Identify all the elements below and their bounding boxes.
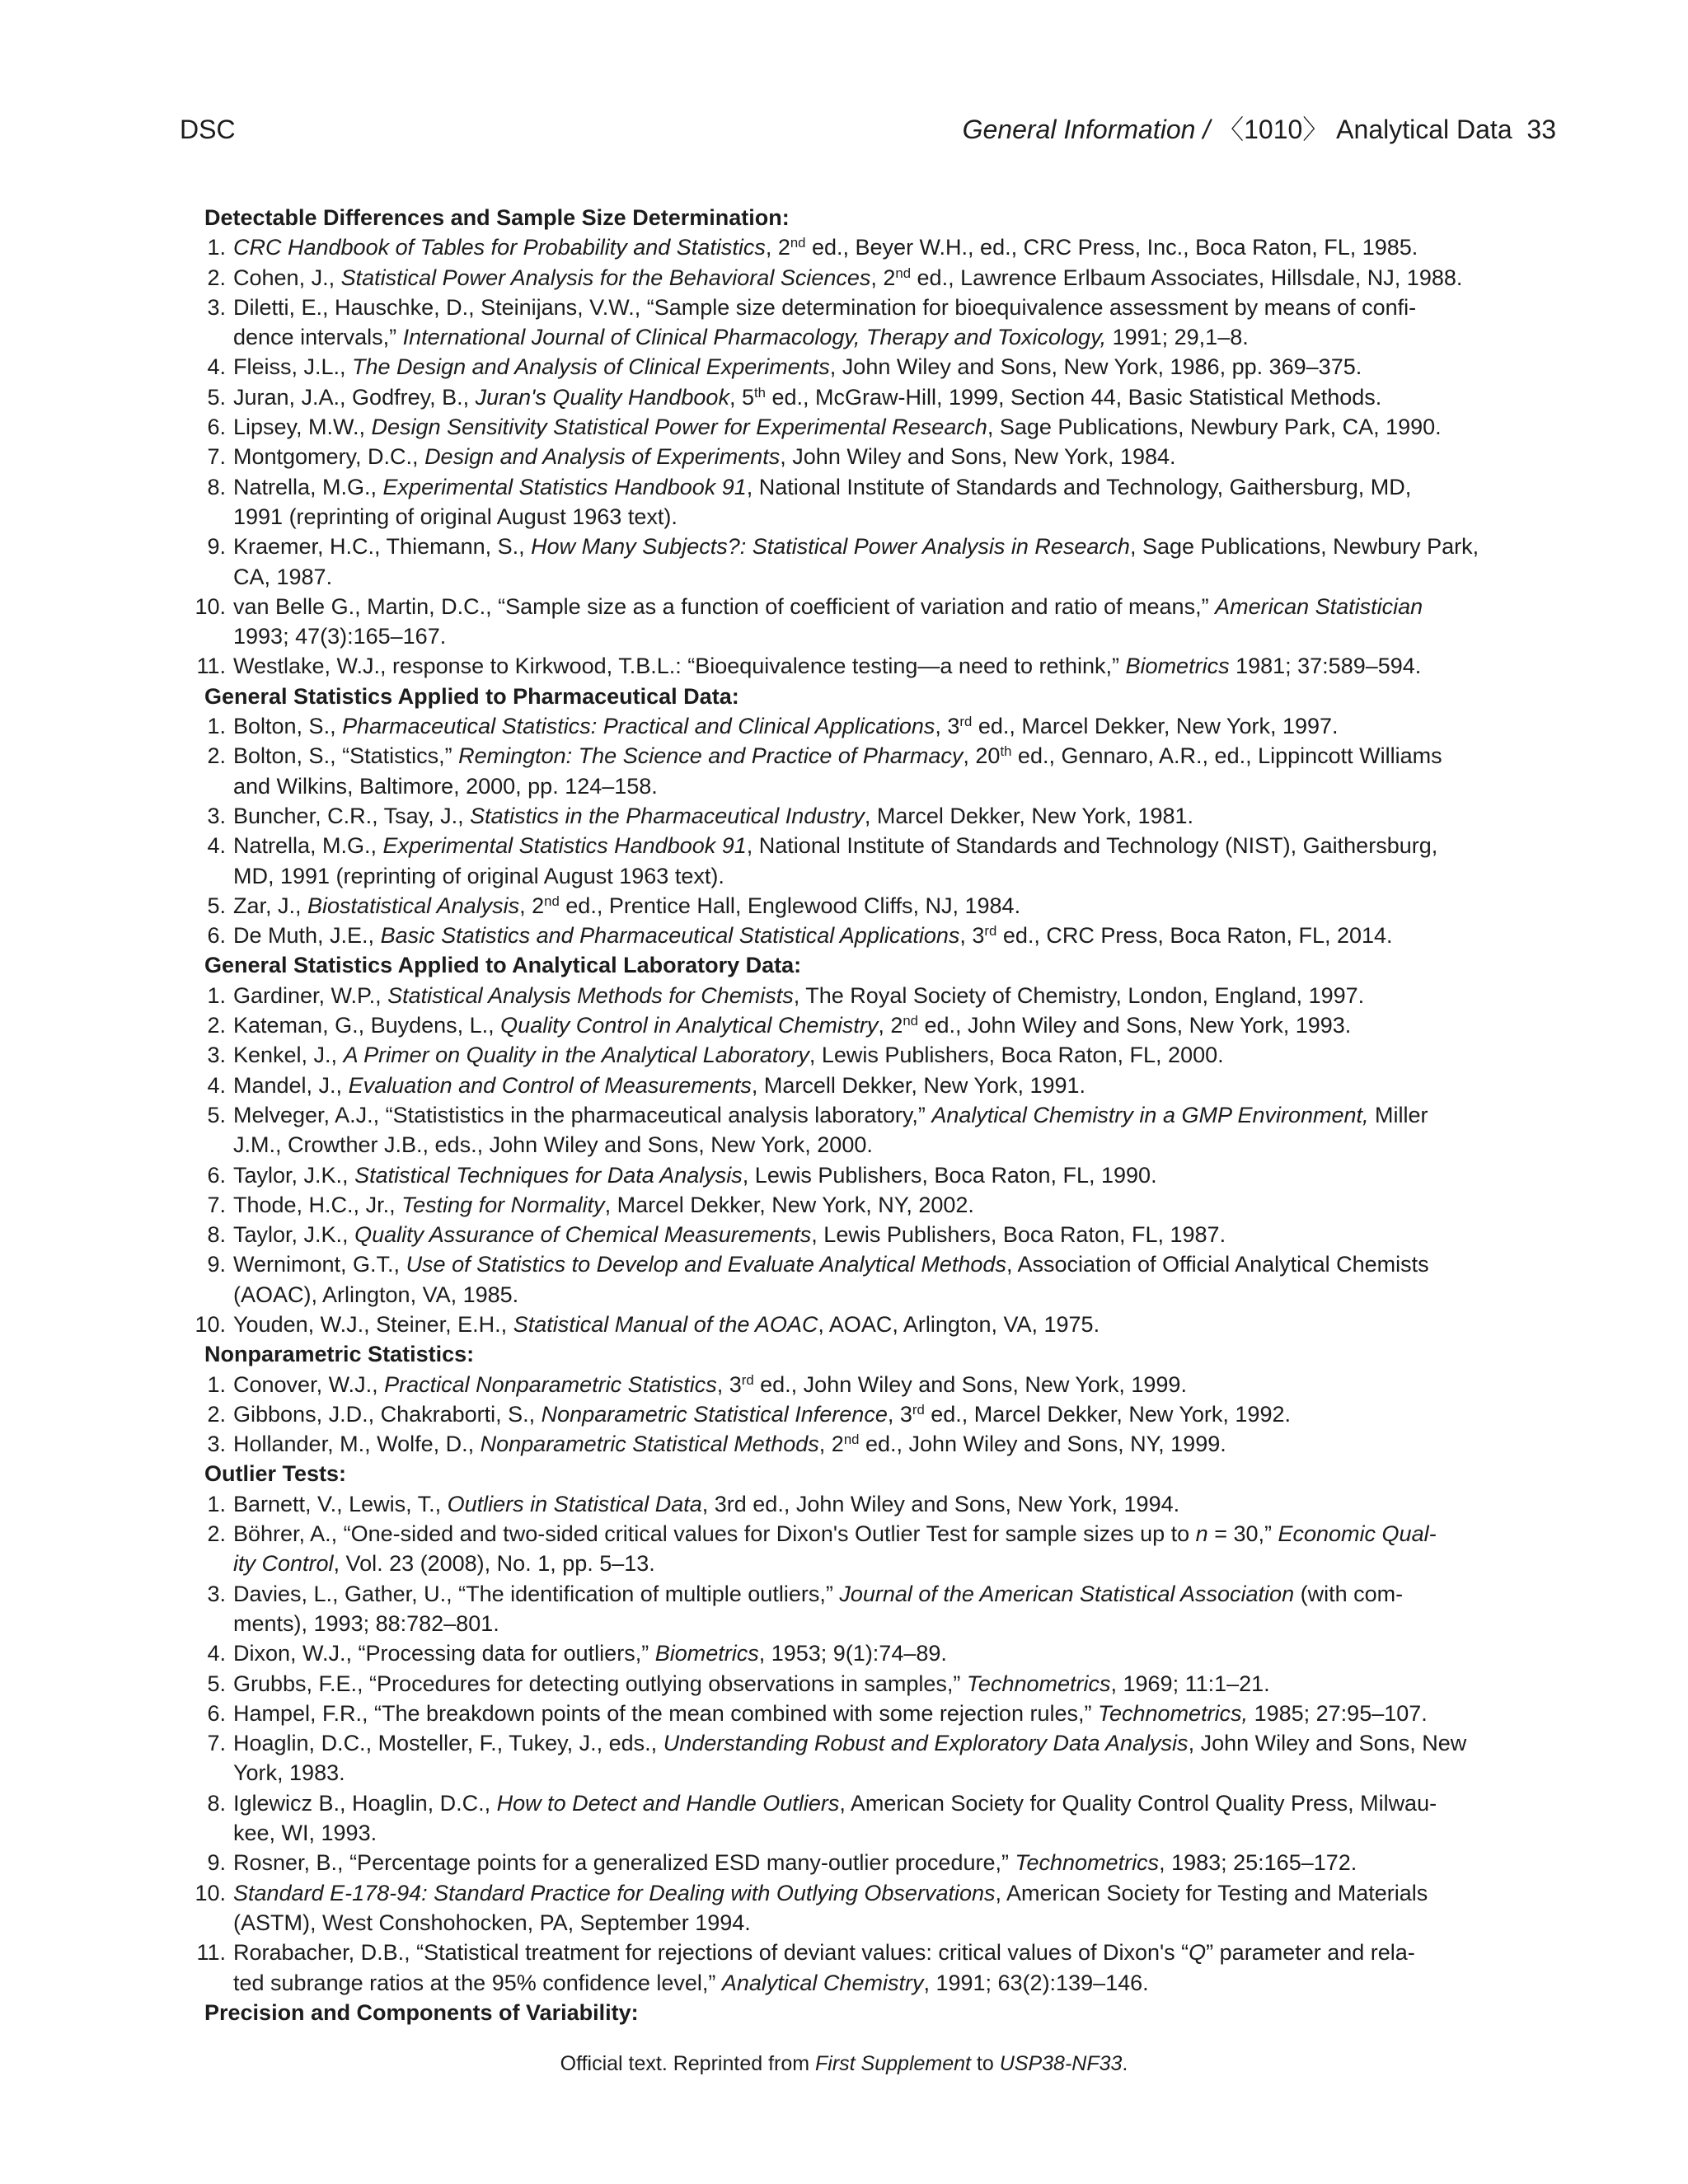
reference-number: 7. [207,444,226,470]
reference-text: Wernimont, G.T., Use of Statistics to Develop and Evaluate Analytical Methods, Association of Official Analytical Chemists (AOAC), Arlington, VA, 1985. [233,1252,1429,1307]
reference-item [180,1788,1564,1849]
reference-text: Lipsey, M.W., Design Sensitivity Statistical Power for Experimental Research, Sage Publications, Newbury Park, CA, 1990. [233,415,1442,440]
reference-number: 7. [207,1192,226,1217]
reference-number: 11. [196,654,226,679]
reference-list [180,1370,1564,1460]
header-section: General Information / [962,115,1211,144]
reference-item [180,831,1564,891]
reference-text: Davies, L., Gather, U., “The identification of multiple outliers,” Journal of the American Statistical Association (with com- ments), 1993; 88:782–801. [233,1581,1404,1636]
footer-middle: to [970,2052,1000,2075]
reference-number: 2. [207,1401,226,1427]
reference-number: 6. [207,415,226,440]
reference-text: Diletti, E., Hauschke, D., Steinijans, V.W., “Sample size determination for bioequivalence assessment by means of confi- dence intervals,” International Journal of Clinical Pharmacology, Therapy and Toxicology, 1991; 29,1–8. [233,294,1417,350]
reference-number: 1. [207,1491,226,1516]
section-heading: Precision and Components of Variability: [204,1999,639,2025]
reference-text: Zar, J., Biostatistical Analysis, 2nd ed., Prentice Hall, Englewood Cliffs, NJ, 1984. [233,893,1021,918]
reference-text: Cohen, J., Statistical Power Analysis for the Behavioral Sciences, 2nd ed., Lawrence Erlbaum Associates, Hillsdale, NJ, 1988. [233,265,1463,290]
footer-edition: USP38-NF33 [999,2052,1123,2075]
reference-number: 4. [207,354,226,380]
reference-text: Youden, W.J., Steiner, E.H., Statistical Manual of the AOAC, AOAC, Arlington, VA, 1975. [233,1311,1100,1337]
reference-number: 4. [207,1641,226,1666]
reference-text: Taylor, J.K., Quality Assurance of Chemical Measurements, Lewis Publishers, Boca Raton, FL, 1987. [233,1222,1226,1248]
reference-item [180,412,1564,442]
reference-number: 4. [207,833,226,859]
reference-item [180,442,1564,471]
reference-text: Böhrer, A., “One-sided and two-sided critical values for Dixon's Outlier Test for sample sizes up to n = 30,” Economic Qual- ity Control, Vol. 23 (2008), No. 1, pp. 5–13. [233,1521,1437,1577]
section-heading: Detectable Differences and Sample Size Determination: [204,205,790,230]
reference-number: 3. [207,1043,226,1068]
page-header [180,109,1556,150]
reference-item [180,651,1564,681]
reference-text: Kraemer, H.C., Thiemann, S., How Many Subjects?: Statistical Power Analysis in Research, Sage Publications, Newbury Park, CA, 1987. [233,534,1479,589]
reference-text: De Muth, J.E., Basic Statistics and Pharmaceutical Statistical Applications, 3rd ed., CRC Press, Boca Raton, FL, 2014. [233,922,1393,949]
reference-item [180,1848,1564,1877]
header-left-label: DSC [180,115,236,144]
reference-number: 11. [196,1940,226,1966]
reference-item [180,1638,1564,1668]
reference-number: 6. [207,1700,226,1726]
reference-item [180,1310,1564,1339]
reference-item [180,472,1564,532]
reference-text: Natrella, M.G., Experimental Statistics Handbook 91, National Institute of Standards and Technology, Gaithersburg, MD, 1991 (reprinting of original August 1963 text). [233,474,1412,529]
reference-text: Taylor, J.K., Statistical Techniques for Data Analysis, Lewis Publishers, Boca Raton, FL, 1990. [233,1162,1157,1188]
reference-number: 8. [207,1222,226,1248]
reference-text: Gibbons, J.D., Chakraborti, S., Nonparametric Statistical Inference, 3rd ed., Marcel Dekker, New York, 1992. [233,1401,1291,1427]
section-heading: Nonparametric Statistics: [204,1342,475,1367]
reference-number: 1. [207,982,226,1008]
reference-number: 4. [207,1072,226,1098]
reference-number: 10. [195,1880,226,1905]
reference-item [180,1010,1564,1040]
reference-item [180,1519,1564,1579]
reference-item [180,891,1564,921]
footer-supplement: First Supplement [815,2052,971,2075]
reference-item [180,592,1564,652]
reference-text: Hollander, M., Wolfe, D., Nonparametric Statistical Methods, 2nd ed., John Wiley and Sons, NY, 1999. [233,1431,1226,1457]
reference-number: 8. [207,1790,226,1816]
reference-number: 2. [207,1013,226,1038]
reference-number: 9. [207,1850,226,1876]
reference-item [180,1669,1564,1699]
reference-item [180,1100,1564,1160]
reference-item [180,1938,1564,1998]
reference-number: 3. [207,1581,226,1606]
reference-text: Mandel, J., Evaluation and Control of Measurements, Marcell Dekker, New York, 1991. [233,1072,1086,1098]
references-content [180,203,1564,2027]
reference-number: 7. [207,1731,226,1756]
reference-list [180,981,1564,1340]
reference-number: 6. [207,1162,226,1188]
reference-item [180,1370,1564,1399]
reference-text: Hampel, F.R., “The breakdown points of the mean combined with some rejection rules,” Technometrics, 1985; 27:95–107. [233,1700,1428,1726]
reference-text: Natrella, M.G., Experimental Statistics Handbook 91, National Institute of Standards and Technology (NIST), Gaithersburg, MD, 1991 (reprinting of original August 1963 text). [233,833,1438,888]
reference-text: Dixon, W.J., “Processing data for outliers,” Biometrics, 1953; 9(1):74–89. [233,1641,947,1666]
page-footer [0,2050,1688,2078]
reference-item [180,1699,1564,1728]
reference-number: 2. [207,743,226,769]
reference-item [180,1220,1564,1249]
reference-item [180,1160,1564,1190]
section-heading: General Statistics Applied to Pharmaceutical Data: [204,683,739,709]
reference-text: CRC Handbook of Tables for Probability and Statistics, 2nd ed., Beyer W.H., ed., CRC Press, Inc., Boca Raton, FL, 1985. [233,235,1418,260]
reference-item [180,1579,1564,1639]
reference-item [180,801,1564,831]
footer-suffix: . [1122,2052,1128,2075]
reference-number: 5. [207,893,226,918]
reference-number: 9. [207,534,226,560]
reference-text: Rosner, B., “Percentage points for a generalized ESD many-outlier procedure,” Technometrics, 1983; 25:165–172. [233,1850,1357,1876]
reference-text: Gardiner, W.P., Statistical Analysis Methods for Chemists, The Royal Society of Chemistry, London, England, 1997. [233,982,1365,1008]
reference-number: 1. [207,235,226,260]
reference-list [180,232,1564,681]
reference-text: Conover, W.J., Practical Nonparametric Statistics, 3rd ed., John Wiley and Sons, New York, 1999. [233,1371,1187,1397]
reference-text: Melveger, A.J., “Statististics in the pharmaceutical analysis laboratory,” Analytical Chemistry in a GMP Environment, Miller J.M., Crowther J.B., eds., John Wiley and Sons, New York, 2000. [233,1102,1428,1158]
reference-item [180,382,1564,412]
reference-text: Iglewicz B., Hoaglin, D.C., How to Detect and Handle Outliers, American Society for Quality Control Quality Press, Milwau- kee, WI, 1993. [233,1790,1437,1846]
reference-item [180,263,1564,293]
reference-text: Rorabacher, D.B., “Statistical treatment for rejections of deviant values: critical values of Dixon's “Q” parameter and rela- ted subrange ratios at the 95% confidence level,” Analytical Chemistry, 1991; 63(2):139–146. [233,1940,1415,1995]
reference-item [180,921,1564,950]
reference-item [180,1399,1564,1429]
reference-text: Barnett, V., Lewis, T., Outliers in Statistical Data, 3rd ed., John Wiley and Sons, New York, 1994. [233,1491,1180,1516]
reference-number: 5. [207,384,226,410]
reference-number: 1. [207,714,226,739]
reference-text: Fleiss, J.L., The Design and Analysis of Clinical Experiments, John Wiley and Sons, New York, 1986, pp. 369–375. [233,354,1362,380]
reference-number: 3. [207,803,226,828]
section-heading: General Statistics Applied to Analytical Laboratory Data: [204,953,802,978]
reference-number: 9. [207,1252,226,1277]
reference-number: 3. [207,1432,226,1457]
reference-item [180,1489,1564,1519]
reference-text: Grubbs, F.E., “Procedures for detecting outlying observations in samples,” Technometrics, 1969; 11:1–21. [233,1671,1270,1696]
reference-item [180,1040,1564,1070]
reference-text: Hoaglin, D.C., Mosteller, F., Tukey, J., eds., Understanding Robust and Exploratory Data Analysis, John Wiley and Sons, New York, 1983. [233,1731,1467,1786]
reference-number: 5. [207,1671,226,1696]
reference-text: Thode, H.C., Jr., Testing for Normality, Marcel Dekker, New York, NY, 2002. [233,1192,974,1217]
reference-text: Juran, J.A., Godfrey, B., Juran's Quality Handbook, 5th ed., McGraw-Hill, 1999, Section 44, Basic Statistical Methods. [233,384,1382,410]
section-heading: Outlier Tests: [204,1461,347,1487]
reference-item [180,711,1564,741]
reference-item [180,1249,1564,1310]
reference-item [180,232,1564,262]
reference-item [180,1071,1564,1100]
reference-number: 2. [207,265,226,290]
header-chapter: 〈1010〉 Analytical Data [1217,115,1512,144]
reference-item [180,352,1564,382]
reference-number: 5. [207,1102,226,1127]
reference-list [180,1489,1564,1998]
reference-text: Kateman, G., Buydens, L., Quality Control in Analytical Chemistry, 2nd ed., John Wiley and Sons, New York, 1993. [233,1012,1352,1038]
reference-number: 8. [207,474,226,499]
reference-text: Buncher, C.R., Tsay, J., Statistics in the Pharmaceutical Industry, Marcel Dekker, New York, 1981. [233,803,1194,828]
reference-item [180,1728,1564,1788]
reference-text: van Belle G., Martin, D.C., “Sample size as a function of coefficient of variation and ratio of means,” American Statistician 1993; 47(3):165–167. [233,593,1423,649]
reference-number: 2. [207,1521,226,1547]
reference-text: Standard E-178-94: Standard Practice for Dealing with Outlying Observations, American Society for Testing and Materials (ASTM), West Conshohocken, PA, September 1994. [233,1880,1428,1935]
reference-text: Montgomery, D.C., Design and Analysis of Experiments, John Wiley and Sons, New York, 1984. [233,444,1176,470]
reference-item [180,741,1564,801]
page-number: 33 [1526,115,1556,144]
reference-text: Westlake, W.J., response to Kirkwood, T.B.L.: “Bioequivalence testing—a need to rethink,” Biometrics 1981; 37:589–594. [233,654,1422,679]
reference-item [180,532,1564,592]
reference-text: Kenkel, J., A Primer on Quality in the Analytical Laboratory, Lewis Publishers, Boca Raton, FL, 2000. [233,1043,1224,1068]
reference-item [180,981,1564,1010]
reference-item [180,1190,1564,1220]
reference-number: 1. [207,1371,226,1397]
footer-prefix: Official text. Reprinted from [560,2052,816,2075]
reference-item [180,1429,1564,1459]
reference-number: 6. [207,923,226,949]
reference-item [180,293,1564,353]
reference-number: 10. [195,593,226,619]
reference-text: Bolton, S., “Statistics,” Remington: The Science and Practice of Pharmacy, 20th ed., Gennaro, A.R., ed., Lippincott Williams and Wilkins, Baltimore, 2000, pp. 124–158. [233,743,1442,799]
reference-text: Bolton, S., Pharmaceutical Statistics: Practical and Clinical Applications, 3rd ed., Marcel Dekker, New York, 1997. [233,713,1339,739]
reference-item [180,1878,1564,1938]
header-right [963,109,1556,150]
reference-list [180,711,1564,950]
reference-number: 3. [207,294,226,320]
reference-number: 10. [195,1311,226,1337]
